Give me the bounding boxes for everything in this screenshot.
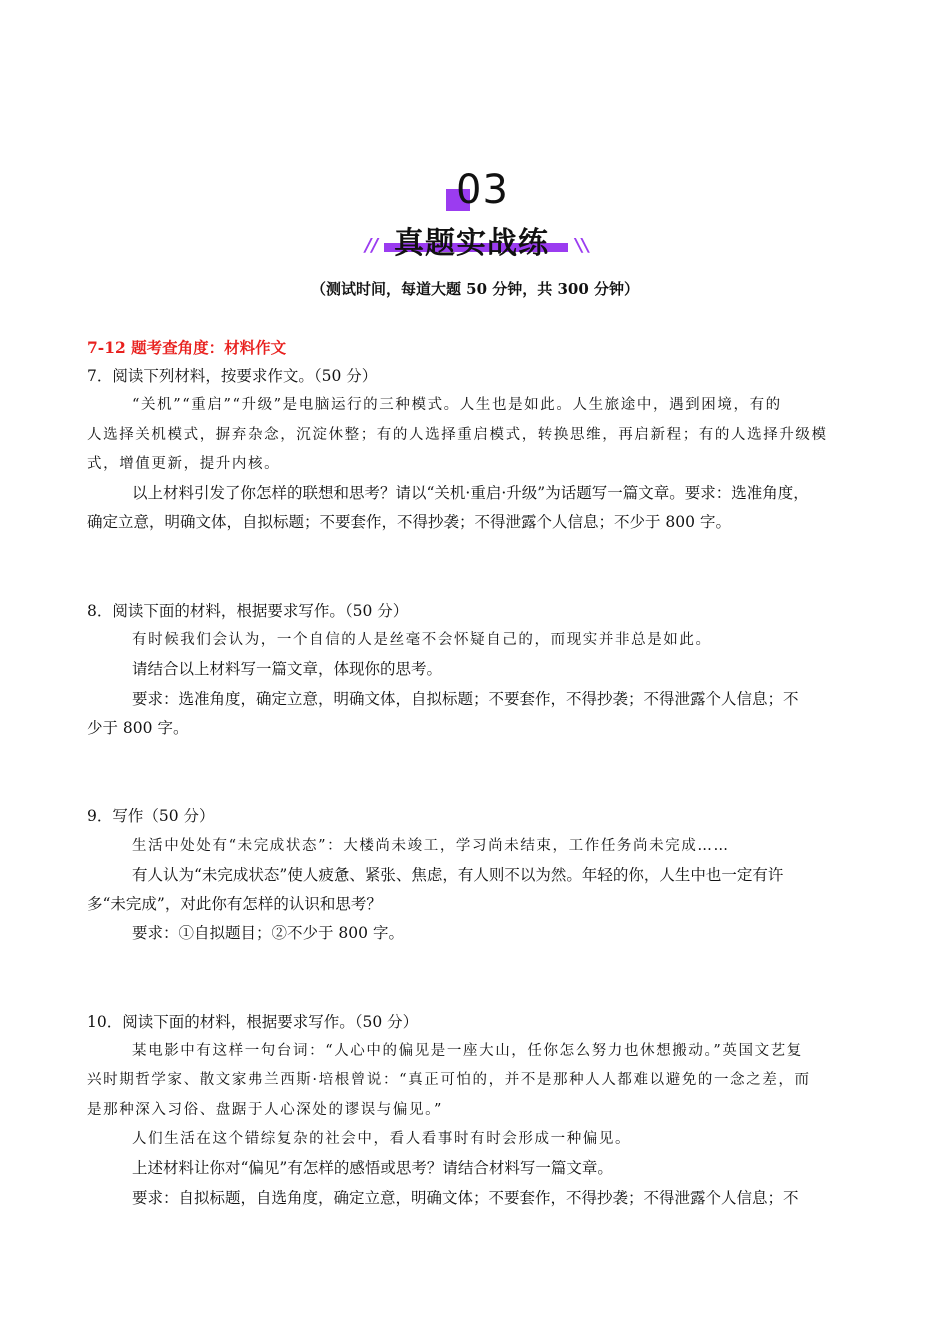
- question-title: 8．阅读下面的材料，根据要求写作。（50 分）: [87, 601, 409, 620]
- question-10: [87, 1008, 877, 1213]
- question-text-line: “关机”“重启”“升级”是电脑运行的三种模式。人生也是如此。人生旅途中，遇到困境，有的: [132, 397, 782, 414]
- document-body: [87, 333, 877, 1272]
- question-text-line: 要求：自拟标题，自选角度，确定立意，明确文体；不要套作，不得抄袭；不得泄露个人信息；不: [132, 1188, 799, 1207]
- section-logo: [360, 165, 600, 265]
- section-number: 03: [456, 167, 509, 213]
- question-text-line: 人选择关机模式，摒弃杂念，沉淀休整；有的人选择重启模式，转换思维，再启新程；有的人选择升级模: [87, 426, 828, 443]
- question-9: [87, 802, 877, 948]
- slash-decoration-right: //: [575, 235, 589, 256]
- test-time-note: （测试时间，每道大题 50 分钟，共 300 分钟）: [310, 280, 640, 298]
- question-7: [87, 362, 877, 538]
- question-text-line: 某电影中有这样一句台词：“人心中的偏见是一座大山，任你怎么努力也休想搬动。”英国文艺复: [132, 1043, 803, 1060]
- question-text-line: 以上材料引发了你怎样的联想和思考？请以“关机·重启·升级”为话题写一篇文章。要求：选准角度，: [132, 484, 809, 503]
- question-text-line: 请结合以上材料写一篇文章，体现你的思考。: [132, 660, 443, 679]
- question-text-line: 少于 800 字。: [87, 718, 189, 737]
- question-text-line: 兴时期哲学家、散文家弗兰西斯·培根曾说：“真正可怕的，并不是那种人人都难以避免的一念之差，而: [87, 1072, 811, 1089]
- question-text-line: 有人认为“未完成状态”使人疲惫、紧张、焦虑，有人则不以为然。年轻的你，人生中也一定有许: [132, 865, 784, 884]
- question-title: 7．阅读下列材料，按要求作文。（50 分）: [87, 367, 378, 385]
- question-text-line: 式，增值更新，提升内核。: [87, 455, 281, 472]
- question-text-line: 要求：①自拟题目；②不少于 800 字。: [132, 924, 404, 943]
- question-title: 9．写作（50 分）: [87, 807, 215, 826]
- question-text-line: 生活中处处有“未完成状态”：大楼尚未竣工，学习尚未结束，工作任务尚未完成……: [132, 837, 730, 854]
- question-text-line: 多“未完成”，对此你有怎样的认识和思考？: [87, 895, 382, 914]
- question-text-line: 上述材料让你对“偏见”有怎样的感悟或思考？请结合材料写一篇文章。: [132, 1159, 613, 1178]
- question-title: 10．阅读下面的材料，根据要求写作。（50 分）: [87, 1012, 419, 1031]
- section-heading: 7-12 题考查角度：材料作文: [87, 338, 287, 357]
- section-title: 真题实战练: [394, 226, 549, 261]
- question-8: [87, 597, 877, 743]
- question-text-line: 人们生活在这个错综复杂的社会中，看人看事时有时会形成一种偏见。: [132, 1130, 632, 1147]
- question-text-line: 有时候我们会认为，一个自信的人是丝毫不会怀疑自己的，而现实并非总是如此。: [132, 632, 712, 649]
- question-text-line: 要求：选准角度，确定立意，明确文体，自拟标题；不要套作，不得抄袭；不得泄露个人信息；不: [132, 689, 799, 708]
- question-text-line: 是那种深入习俗、盘踞于人心深处的谬误与偏见。”: [87, 1101, 443, 1118]
- question-text-line: 确定立意，明确文体，自拟标题；不要套作，不得抄袭；不得泄露个人信息；不少于 800 字。: [87, 513, 731, 532]
- slash-decoration-left: //: [365, 235, 379, 256]
